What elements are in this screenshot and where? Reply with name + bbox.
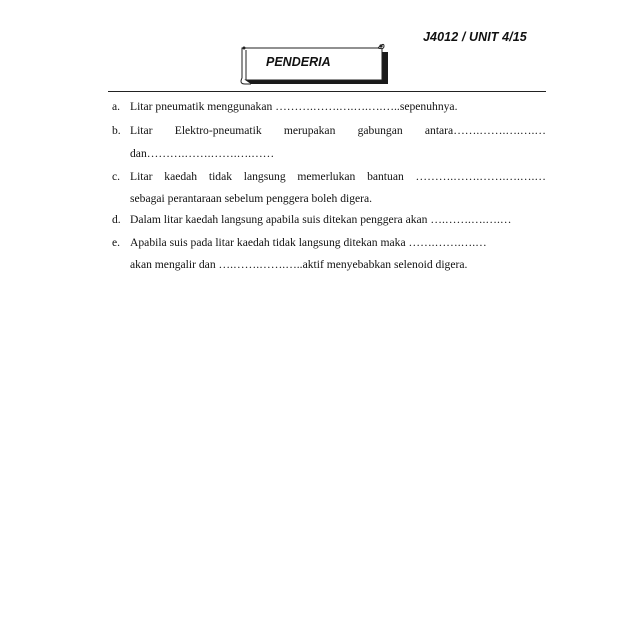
word: kaedah [164, 170, 198, 183]
question-text [130, 124, 546, 138]
question-b [112, 124, 546, 138]
question-text: Apabila suis pada litar kaedah tidak langsung ditekan maka …….…….….… [130, 236, 487, 249]
question-text [130, 170, 546, 184]
word: merupakan [283, 124, 336, 137]
question-c [112, 170, 546, 184]
question-e [112, 236, 487, 250]
question-text: Dalam litar kaedah langsung apabila suis ditekan penggera akan ….…….….….… [130, 213, 512, 226]
question-marker: b. [112, 124, 121, 137]
page-code: J4012 / UNIT 4/15 [423, 30, 527, 44]
question-marker: a. [112, 100, 121, 113]
question-d [112, 213, 512, 227]
word: Litar [130, 124, 153, 137]
word: gabungan [357, 124, 403, 137]
word: Elektro-pneumatik [174, 124, 262, 137]
question-c-continuation: sebagai perantaraan sebelum penggera boleh digera. [130, 192, 373, 205]
question-b-continuation: dan……….…….…….….…… [130, 147, 275, 160]
question-marker: e. [112, 236, 121, 249]
word: Litar [130, 170, 153, 183]
word: antara…….…….….….… [424, 124, 546, 137]
word: ……….…….…….….….… [415, 170, 546, 183]
word: memerlukan [297, 170, 356, 183]
word: langsung [243, 170, 286, 183]
question-e-continuation: akan mengalir dan ….…….…….…..aktif menyebabkan selenoid digera. [130, 258, 468, 271]
word: tidak [208, 170, 233, 183]
divider [108, 91, 546, 92]
banner-title: PENDERIA [266, 55, 331, 69]
title-banner [238, 42, 390, 86]
question-marker: c. [112, 170, 121, 183]
question-a [112, 100, 457, 114]
question-text: Litar pneumatik menggunakan ……….…….….….….…..sepenuhnya. [130, 100, 458, 113]
question-marker: d. [112, 213, 121, 226]
word: bantuan [367, 170, 404, 183]
